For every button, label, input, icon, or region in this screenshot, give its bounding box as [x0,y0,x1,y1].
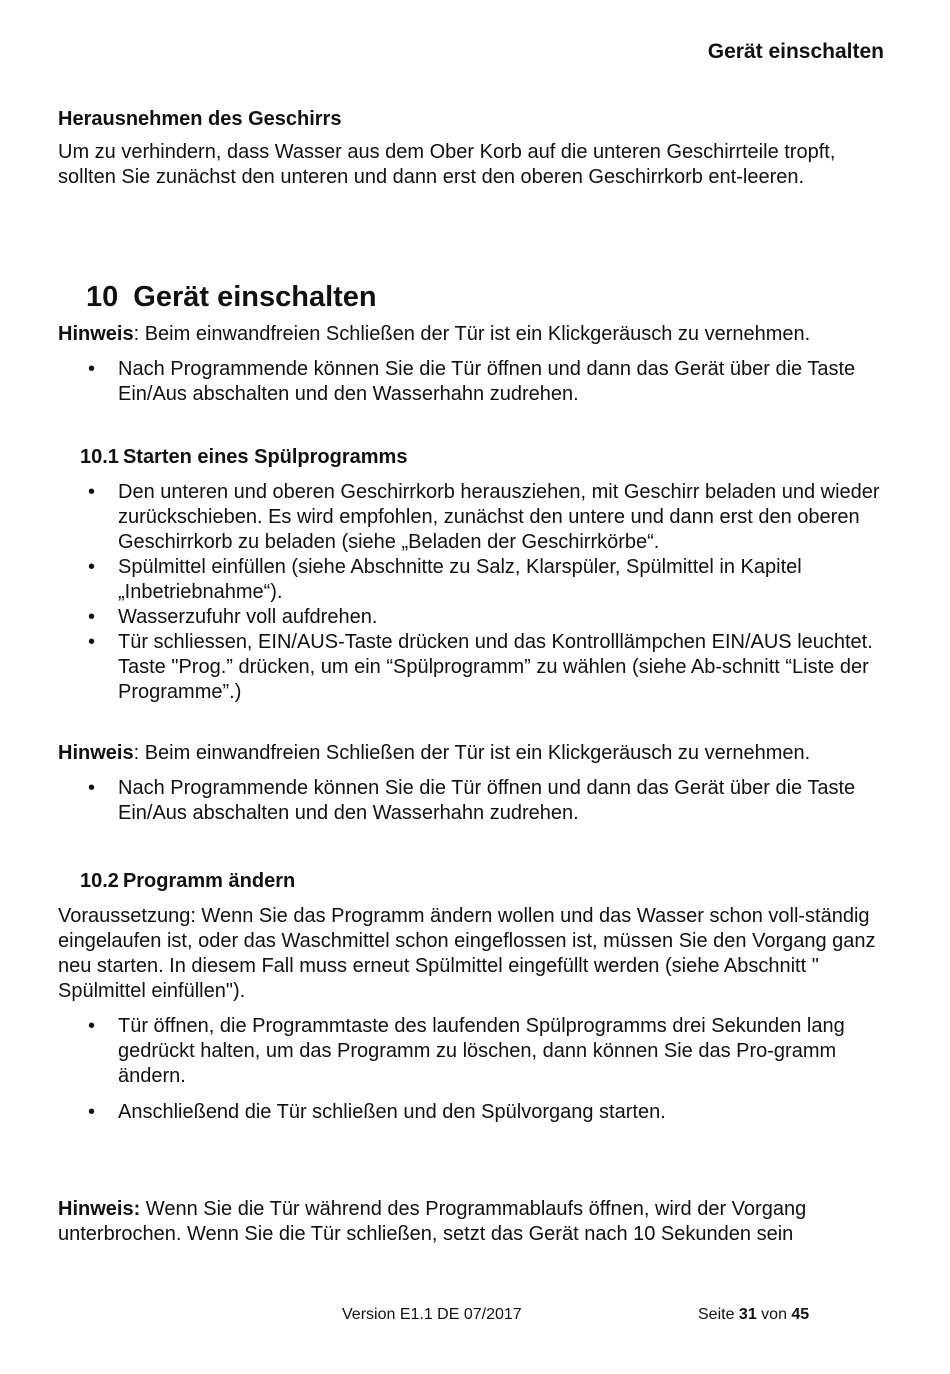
list-item-text: Anschließend die Tür schließen und den Spülvorgang starten. [118,1101,666,1123]
bullet-icon: • [88,481,96,503]
list-item [58,1014,888,1089]
note-text: : Beim einwandfreien Schließen der Tür ist ein Klickgeräusch zu vernehmen. [133,323,811,345]
running-header-title: Gerät einschalten [707,40,884,63]
section-1-note [58,741,888,766]
note-label: Hinweis [58,323,134,345]
section-number: 10.2 [80,870,119,892]
section-heading-10-2 [80,870,888,893]
bullet-icon: • [88,631,96,653]
page-current: 31 [738,1306,757,1323]
list-item-text: Nach Programmende können Sie die Tür öffnen und dann das Gerät über die Taste Ein/Aus abschalten und den Wasserhahn zudrehen. [118,777,856,824]
list-item [58,555,888,605]
chapter-heading [86,281,888,314]
intro-paragraph: Um zu verhindern, dass Wasser aus dem Ober Korb auf die unteren Geschirrteile tropft, sollten Sie zunächst den unteren und dann erst den oberen Geschirrkorb ent-leeren. [58,141,836,188]
section-title: Programm ändern [122,870,296,892]
bullet-icon: • [88,1015,96,1037]
document-body [58,108,888,1247]
section-2-paragraph: Voraussetzung: Wenn Sie das Programm ändern wollen und das Wasser schon voll-ständig eingelaufen ist, oder das Waschmittel schon eingeflossen ist, müssen Sie den Vorgang ganz neu starten. In diesem Fall muss erneut Spülmittel eingefüllt werden (siehe Abschnitt " Spülmittel einfüllen"). [58,905,876,1002]
list-item-text: Den unteren und oberen Geschirrkorb herausziehen, mit Geschirr beladen und wieder zurückschieben. Es wird empfohlen, zunächst den untere und dann erst den oberen Geschirrkorb zu beladen (siehe „Beladen der Geschirrkörbe“. [118,481,880,553]
note-label: Hinweis: [58,1198,141,1220]
list-item [58,357,888,407]
section-1-after-list [58,776,888,826]
bullet-icon: • [88,606,96,628]
page-prefix: Seite [698,1306,739,1323]
note-label: Hinweis [58,742,134,764]
list-item-text: Spülmittel einfüllen (siehe Abschnitte zu Salz, Klarspüler, Spülmittel in Kapitel „Inbetriebnahme“). [118,556,802,603]
footer-page-number [698,1306,809,1324]
section-1-bullet-list [58,480,888,705]
section-title: Starten eines Spülprogramms [122,446,408,468]
bullet-icon: • [88,556,96,578]
section-2-note [58,1197,888,1247]
list-item-text: Nach Programmende können Sie die Tür öffnen und dann das Gerät über die Taste Ein/Aus abschalten und den Wasserhahn zudrehen. [118,358,856,405]
chapter-number: 10 [86,281,119,313]
bullet-icon: • [88,777,96,799]
list-item-text: Wasserzufuhr voll aufdrehen. [118,606,378,628]
bullet-icon: • [88,1101,96,1123]
list-item-text: Tür öffnen, die Programmtaste des laufenden Spülprogramms drei Sekunden lang gedrückt halten, um das Programm zu löschen, dann können Sie das Pro-gramm ändern. [118,1015,845,1087]
section-heading-10-1 [80,446,888,469]
section-number: 10.1 [80,446,119,468]
note-text: Wenn Sie die Tür während des Programmablaufs öffnen, wird der Vorgang unterbrochen. Wenn Sie die Tür schließen, setzt das Gerät nach 10 Sekunden sein [58,1198,807,1245]
list-item [58,630,888,705]
chapter-note [58,322,888,347]
intro-heading: Herausnehmen des Geschirrs [58,108,342,130]
chapter-title: Gerät einschalten [133,281,377,313]
page-mid: von [756,1306,792,1323]
list-item-text: Tür schliessen, EIN/AUS-Taste drücken und das Kontrolllämpchen EIN/AUS leuchtet. Taste "Prog.” drücken, um ein “Spülprogramm” zu wählen (siehe Ab-schnitt “Liste der Programme”.) [118,631,873,703]
footer-version: Version E1.1 DE 07/2017 [342,1306,522,1323]
list-item [58,1100,888,1125]
list-item [58,605,888,630]
list-item [58,776,888,826]
list-item [58,480,888,555]
note-text: : Beim einwandfreien Schließen der Tür ist ein Klickgeräusch zu vernehmen. [133,742,811,764]
page-total: 45 [791,1306,810,1323]
bullet-icon: • [88,358,96,380]
section-2-bullet-list [58,1014,888,1125]
chapter-bullet-list [58,357,888,407]
